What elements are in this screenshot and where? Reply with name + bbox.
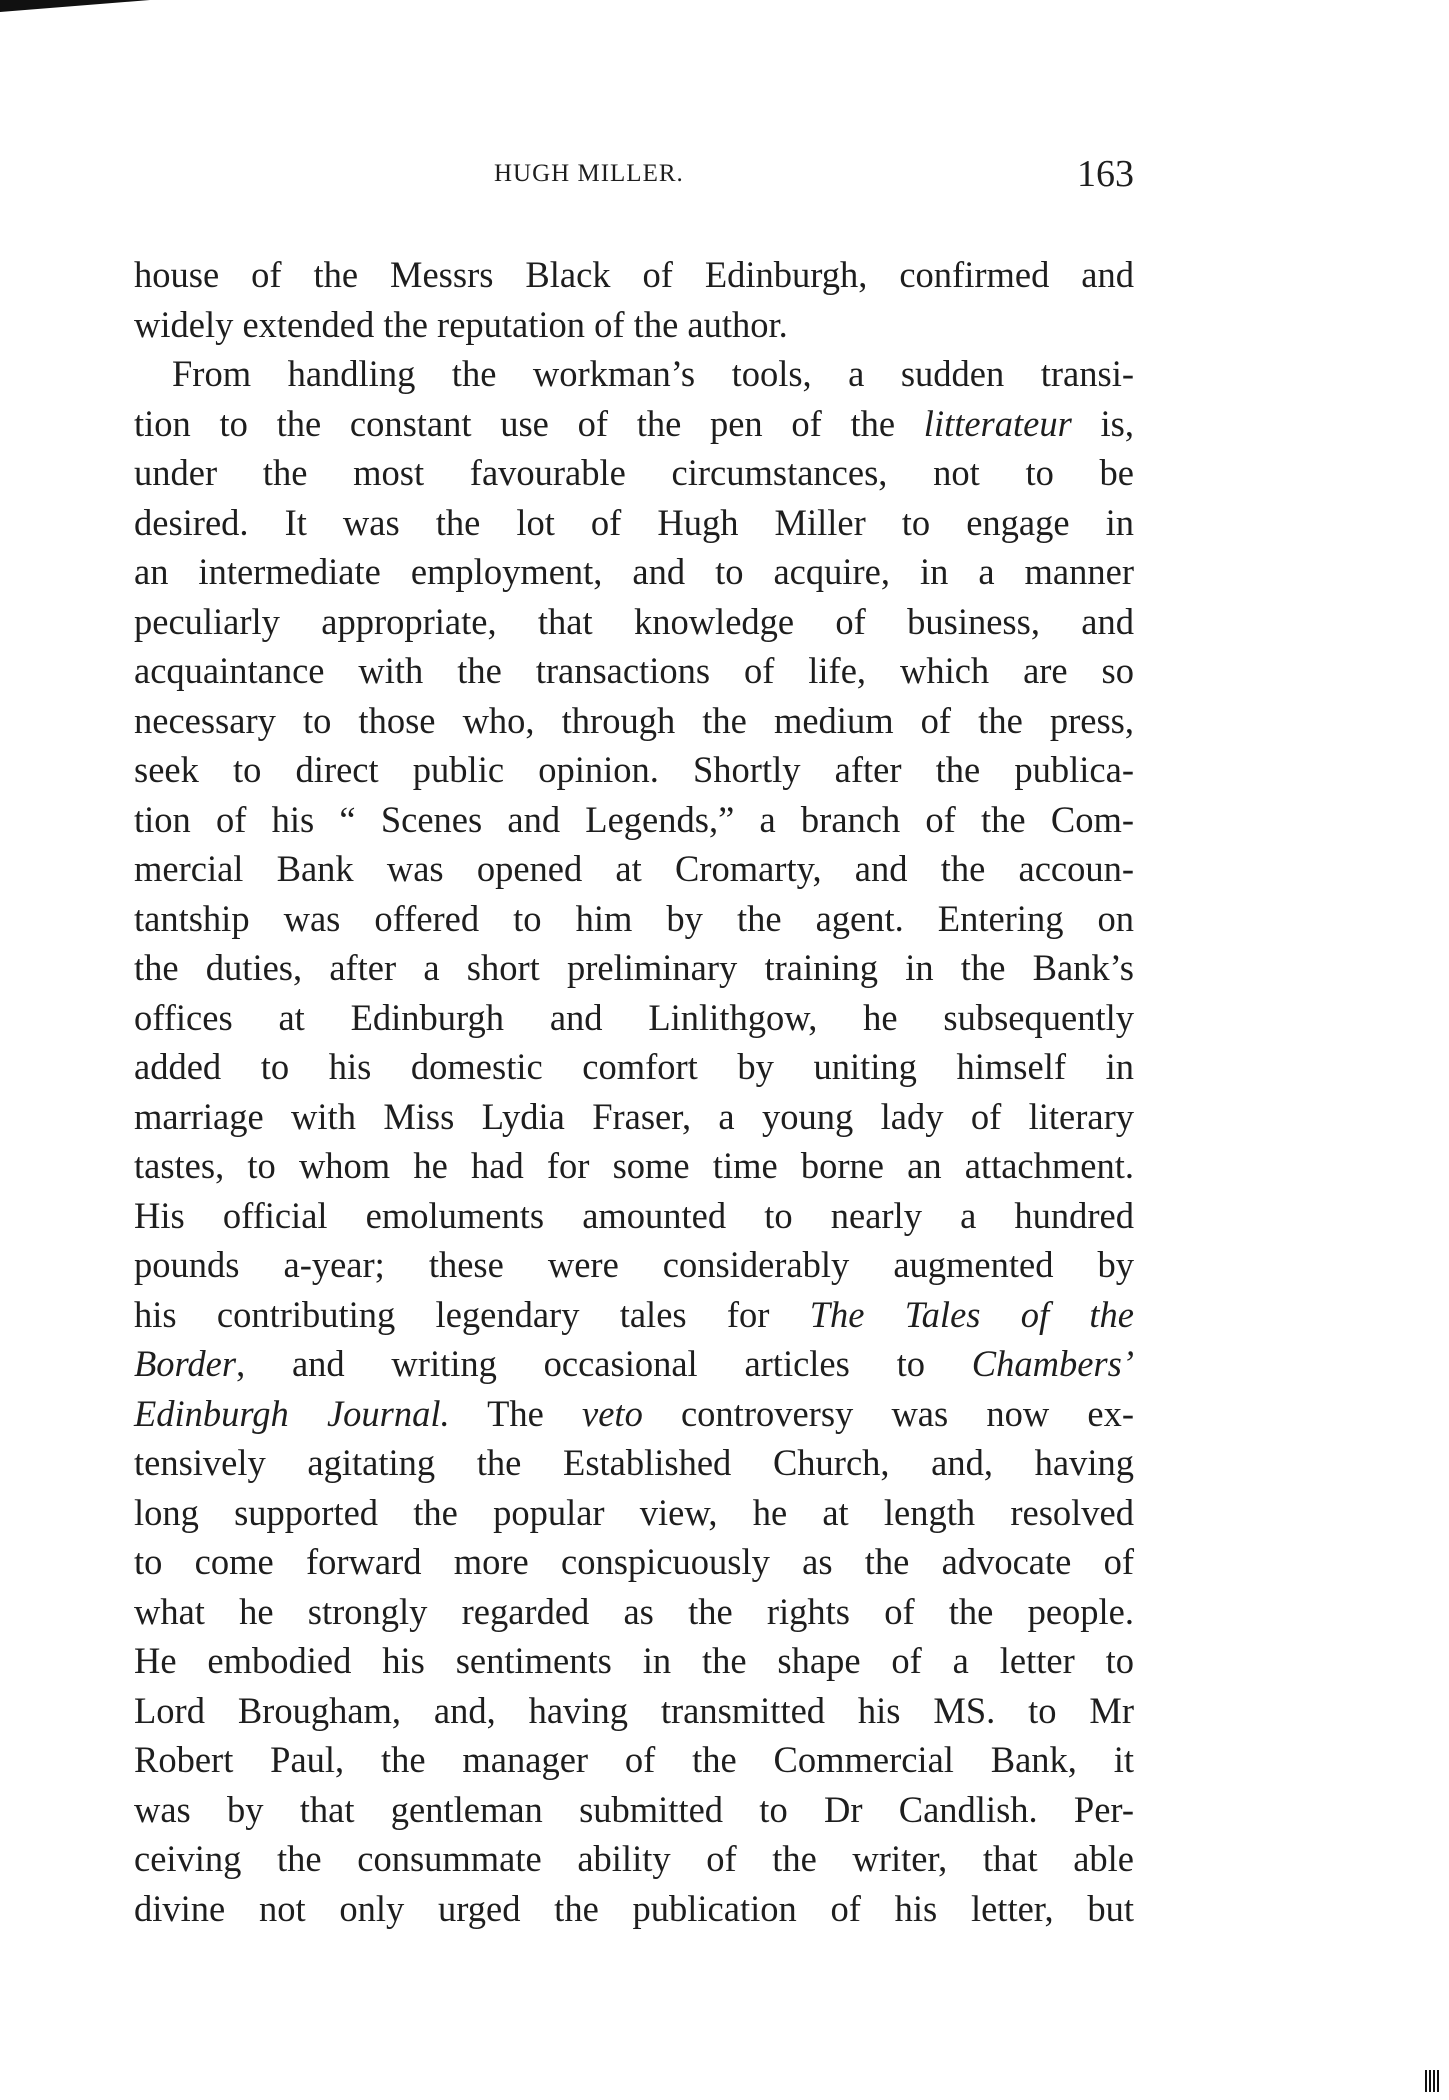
text-line bbox=[134, 993, 1134, 1043]
text-line bbox=[134, 696, 1134, 746]
text-segment: The bbox=[449, 1392, 583, 1434]
text-line bbox=[134, 1834, 1134, 1884]
text-line bbox=[134, 1092, 1134, 1142]
text-segment: was by that gentleman submitted to Dr Candlish. Per- bbox=[134, 1788, 1134, 1830]
text-segment: His official emoluments amounted to nearly a hundred bbox=[134, 1194, 1134, 1236]
text-line bbox=[134, 1290, 1134, 1340]
text-segment: acquaintance with the transactions of life, which are so bbox=[134, 650, 1134, 691]
italic-text: Chambers’ bbox=[971, 1343, 1134, 1384]
italic-text: veto bbox=[582, 1392, 643, 1434]
text-line bbox=[134, 1686, 1134, 1736]
text-line bbox=[134, 498, 1134, 548]
text-line bbox=[134, 250, 1134, 300]
text-line bbox=[134, 547, 1134, 597]
text-segment: Robert Paul, the manager of the Commercial Bank, it bbox=[134, 1739, 1134, 1780]
text-line bbox=[134, 844, 1134, 894]
text-segment: tion of his “ Scenes and Legends,” a branch of the Com- bbox=[134, 798, 1134, 840]
text-line bbox=[134, 894, 1134, 944]
text-segment: tion to the constant use of the pen of the bbox=[134, 402, 924, 444]
text-line bbox=[134, 1042, 1134, 1092]
text-line bbox=[134, 795, 1134, 845]
text-line bbox=[134, 597, 1134, 647]
text-segment: divine not only urged the publication of his letter, but bbox=[134, 1887, 1134, 1929]
text-segment: ceiving the consummate ability of the writer, that able bbox=[134, 1838, 1134, 1879]
text-segment: the duties, after a short preliminary training in the Bank’s bbox=[134, 947, 1134, 988]
page-header bbox=[134, 152, 1134, 202]
text-segment: is, bbox=[1071, 402, 1134, 444]
text-line bbox=[134, 349, 1134, 399]
text-segment: tastes, to whom he had for some time borne an attachment. bbox=[134, 1145, 1134, 1186]
italic-text: litterateur bbox=[923, 402, 1072, 444]
text-segment: to come forward more conspicuously as the advocate of bbox=[134, 1541, 1134, 1582]
text-segment: offices at Edinburgh and Linlithgow, he subsequently bbox=[134, 996, 1134, 1038]
text-line bbox=[134, 1735, 1134, 1785]
text-line bbox=[134, 646, 1134, 696]
text-segment: marriage with Miss Lydia Fraser, a young lady of literary bbox=[134, 1095, 1134, 1137]
italic-text: The Tales of the bbox=[809, 1293, 1135, 1335]
text-segment: desired. It was the lot of Hugh Miller to engage in bbox=[134, 501, 1134, 543]
text-line bbox=[134, 1240, 1134, 1290]
text-segment: pounds a-year; these were considerably augmented by bbox=[134, 1244, 1134, 1285]
text-line bbox=[134, 1537, 1134, 1587]
body-text bbox=[134, 250, 1134, 1933]
text-segment: controversy was now ex- bbox=[642, 1392, 1134, 1434]
text-segment: , and writing occasional articles to bbox=[236, 1343, 972, 1384]
text-line bbox=[134, 1141, 1134, 1191]
text-line bbox=[134, 1191, 1134, 1241]
text-line bbox=[134, 1587, 1134, 1637]
text-line bbox=[134, 448, 1134, 498]
text-line bbox=[134, 745, 1134, 795]
text-line bbox=[134, 1389, 1134, 1439]
text-segment: tensively agitating the Established Church, and, having bbox=[134, 1442, 1134, 1483]
text-segment: peculiarly appropriate, that knowledge of business, and bbox=[134, 600, 1134, 642]
text-segment: long supported the popular view, he at length resolved bbox=[134, 1491, 1134, 1533]
text-segment: mercial Bank was opened at Cromarty, and the accoun- bbox=[134, 848, 1134, 889]
text-segment: house of the Messrs Black of Edinburgh, confirmed and bbox=[134, 254, 1134, 295]
text-segment: under the most favourable circumstances, not to be bbox=[134, 452, 1134, 493]
text-line bbox=[134, 943, 1134, 993]
text-segment: an intermediate employment, and to acquire, in a manner bbox=[134, 551, 1134, 592]
text-line bbox=[134, 1339, 1134, 1389]
text-segment: seek to direct public opinion. Shortly after the publica- bbox=[134, 749, 1134, 790]
text-segment: tantship was offered to him by the agent. Entering on bbox=[134, 897, 1134, 939]
text-line bbox=[134, 1884, 1134, 1934]
italic-text: Edinburgh Journal. bbox=[134, 1392, 450, 1434]
text-line bbox=[134, 1785, 1134, 1835]
text-line bbox=[134, 1438, 1134, 1488]
text-segment: added to his domestic comfort by uniting himself in bbox=[134, 1046, 1134, 1087]
scan-corner-mark bbox=[1425, 2070, 1439, 2092]
italic-text: Border bbox=[134, 1343, 237, 1384]
text-line bbox=[134, 1488, 1134, 1538]
text-segment: He embodied his sentiments in the shape of a letter to bbox=[134, 1640, 1134, 1681]
text-line bbox=[134, 300, 1134, 350]
text-line bbox=[134, 399, 1134, 449]
page-number: 163 bbox=[1077, 153, 1134, 195]
running-title: HUGH MILLER. bbox=[494, 160, 684, 187]
text-segment: necessary to those who, through the medium of the press, bbox=[134, 699, 1134, 741]
text-line bbox=[134, 1636, 1134, 1686]
text-segment: Lord Brougham, and, having transmitted his MS. to Mr bbox=[134, 1689, 1134, 1731]
text-segment: From handling the workman’s tools, a sudden transi- bbox=[172, 353, 1134, 394]
text-segment: what he strongly regarded as the rights of the people. bbox=[134, 1590, 1134, 1632]
text-segment: widely extended the reputation of the author. bbox=[134, 303, 788, 345]
text-segment: his contributing legendary tales for bbox=[134, 1293, 810, 1335]
scan-edge-mark bbox=[0, 0, 150, 12]
